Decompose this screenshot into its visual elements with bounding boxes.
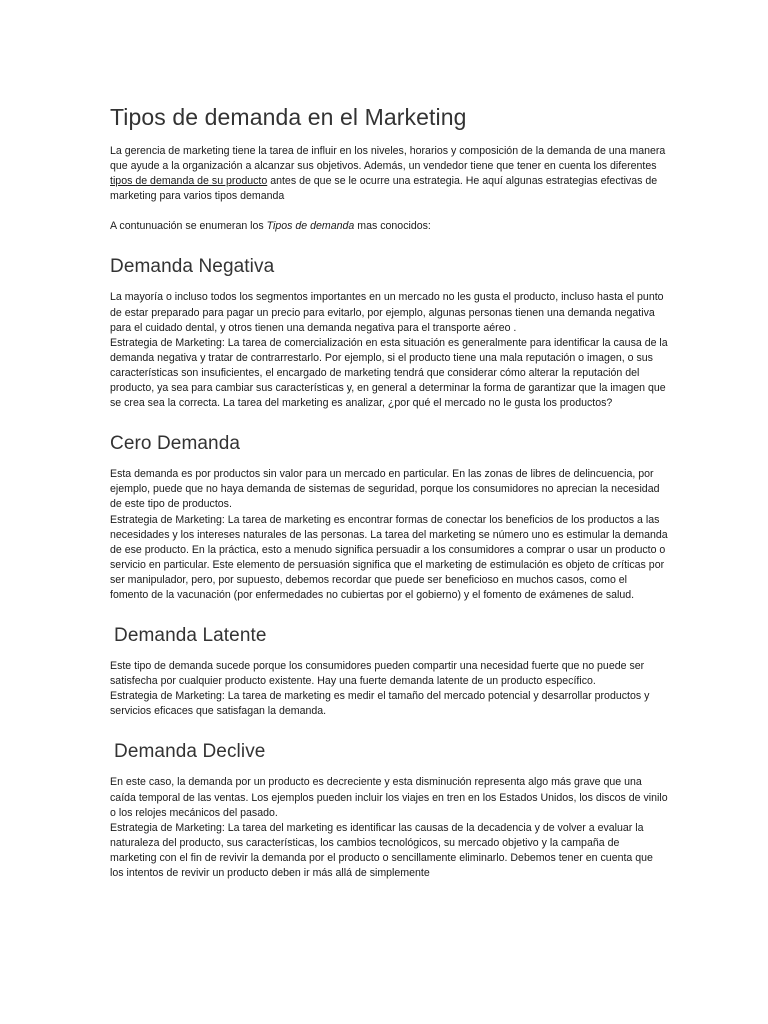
section-description: La mayoría o incluso todos los segmentos importantes en un mercado no les gusta el producto, incluso hasta el punto de estar preparado para pagar un precio para evitarlo, por ejemplo, algunas personas tienen una demanda negativa para el cuidado dental, y otros tienen una demanda negativa para el transporte aéreo .	[110, 291, 664, 334]
section-strategy	[110, 336, 668, 411]
list-intro-paragraph	[110, 219, 668, 234]
section-heading-demanda-declive: Demanda Declive	[114, 741, 266, 763]
section-heading-cero-demanda: Cero Demanda	[110, 433, 241, 455]
list-intro-emphasis: Tipos de demanda	[266, 220, 355, 233]
section-description: Esta demanda es por productos sin valor para un mercado en particular. En las zonas de libres de delincuencia, por ejemplo, puede que no haya demanda de sistemas de seguridad, porque los consumidores no aprecian la necesidad de este tipo de productos.	[110, 468, 660, 511]
strategy-label: Estrategia de Marketing	[110, 821, 222, 834]
list-intro-after: mas conocidos:	[354, 220, 431, 233]
demand-types-link[interactable]: tipos de demanda de su producto	[110, 175, 268, 188]
strategy-label: Estrategia de Marketing	[110, 513, 222, 526]
intro-text-after: antes de que se le ocurre una estrategia. He aquí algunas estrategias efectivas de marketing para varios tipos demanda	[110, 175, 658, 203]
strategy-label: Estrategia de Marketing	[110, 690, 222, 703]
section-strategy	[110, 513, 668, 604]
section-heading-demanda-latente: Demanda Latente	[114, 625, 267, 647]
document-title: Tipos de demanda en el Marketing	[110, 104, 467, 130]
strategy-text: : La tarea de comercialización en esta situación es generalmente para identificar la causa de la demanda negativa y tratar de contrarrestarlo. Por ejemplo, si el producto tiene una mala reputación o imagen, o sus características son insuficientes, el encargado de marketing tendrá que considerar cómo alterar la reputación del producto, ya sea para cambiar sus características y, en general a determinar la forma de garantizar que la imagen que se crea sea la correcta. La tarea del marketing es analizar, ¿por qué el mercado no le gusta los productos?	[110, 336, 668, 410]
strategy-label: Estrategia de Marketing	[110, 336, 222, 349]
strategy-text: : La tarea del marketing es identificar las causas de la decadencia y de volver a evaluar la naturaleza del producto, sus características, los cambios tecnológicos, su mercado objetivo y la campaña de marketing con el fin de revivir la demanda por el producto o sencillamente eliminarlo. Debemos tener en cuenta que los intentos de revivir un producto deben ir más allá de simplemente	[110, 821, 653, 879]
section-description: En este caso, la demanda por un producto es decreciente y esta disminución representa algo más grave que una caída temporal de las ventas. Los ejemplos pueden incluir los viajes en tren en los Estados Unidos, los discos de vinilo o los relojes mecánicos del pasado.	[110, 776, 668, 819]
intro-text-before: La gerencia de marketing tiene la tarea de influir en los niveles, horarios y composición de la demanda de una manera que ayude a la organización a alcanzar sus objetivos. Además, un vendedor tiene que tener en cuenta los diferentes	[110, 145, 666, 173]
intro-paragraph	[110, 144, 668, 204]
strategy-text: : La tarea de marketing es encontrar formas de conectar los beneficios de los productos a las necesidades y los intereses naturales de las personas. La tarea del marketing se número uno es estimular la demanda de ese producto. En la práctica, esto a menudo significa persuadir a los consumidores a comprar o usar un producto o servicio en particular. Este elemento de persuasión significa que el marketing de estimulación es objeto de críticas por ser manipulador, pero, por supuesto, debemos recordar que puede ser beneficioso en muchos casos, como el fomento de la vacunación (por enfermedades no cubiertas por el gobierno) y el fomento de exámenes de salud.	[110, 513, 668, 601]
section-description: Este tipo de demanda sucede porque los consumidores pueden compartir una necesidad fuerte que no puede ser satisfecha por cualquier producto existente. Hay una fuerte demanda latente de un producto específico.	[110, 660, 645, 688]
section-heading-demanda-negativa: Demanda Negativa	[110, 256, 275, 278]
section-strategy	[110, 689, 668, 719]
strategy-text: : La tarea de marketing es medir el tamaño del mercado potencial y desarrollar productos y servicios eficaces que satisfagan la demanda.	[110, 690, 650, 718]
section-strategy	[110, 821, 668, 881]
list-intro-before: A contunuación se enumeran los	[110, 220, 267, 233]
